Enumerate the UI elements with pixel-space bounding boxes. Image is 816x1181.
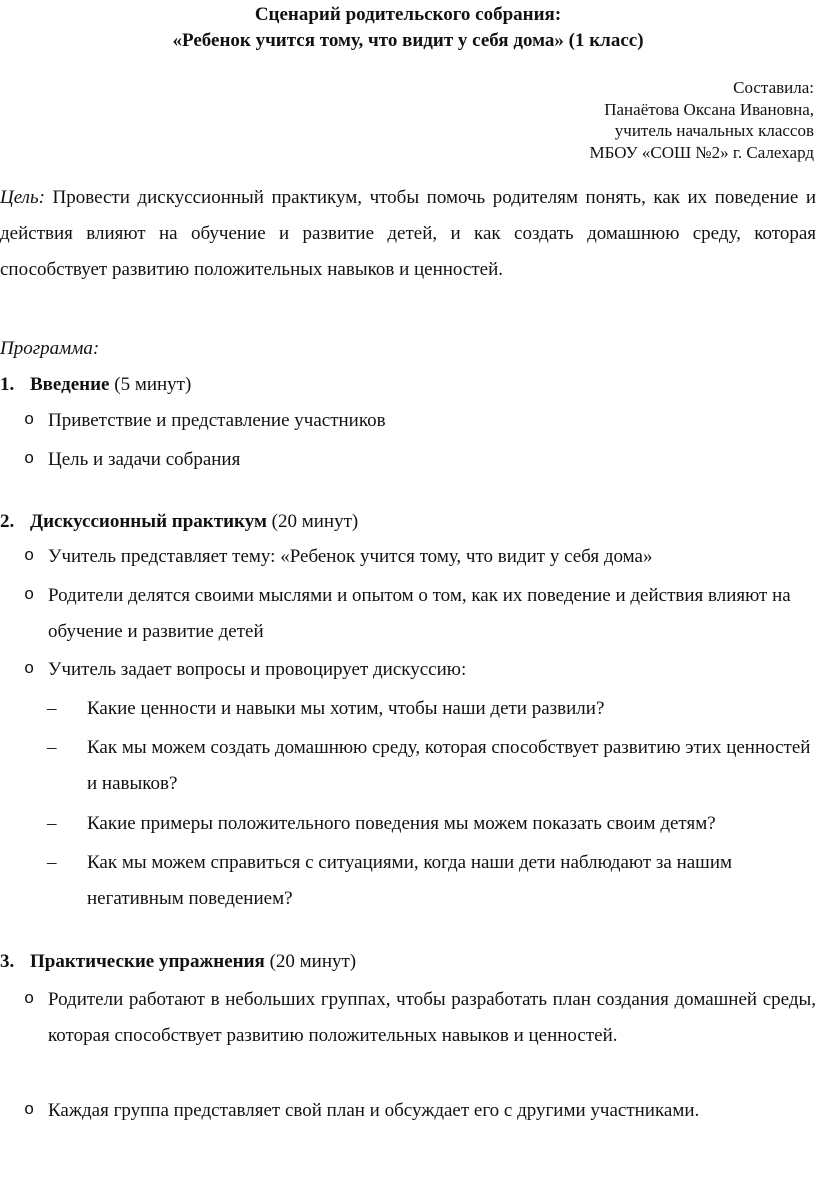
section-heading-exercises (0, 950, 816, 974)
dash-marker: – (47, 813, 57, 834)
question-text: Какие ценности и навыки мы хотим, чтобы наши дети развили? (87, 698, 605, 719)
section-number: 1. (0, 374, 15, 395)
dash-marker: – (47, 737, 57, 758)
bullet-marker: o (24, 450, 35, 469)
goal-label: Цель: (0, 187, 45, 208)
document-title-line-2: «Ребенок учится тому, что видит у себя дома» (1 класс) (172, 30, 644, 51)
bullet-marker: o (24, 411, 35, 430)
author-label: Составила: (733, 78, 814, 97)
document-title-line-1: Сценарий родительского собрания: (254, 4, 562, 25)
question-item (47, 730, 816, 802)
list-item-text: Родители делятся своими мыслями и опытом о том, как их поведение и действия влияют на обучение и развитие детей (48, 585, 791, 642)
list-item (24, 442, 816, 478)
author-school: МБОУ «СОШ №2» г. Салехард (589, 143, 814, 162)
list-item-text: Приветствие и представление участников (48, 410, 386, 431)
bullet-marker: o (24, 586, 35, 605)
question-text: Какие примеры положительного поведения мы можем показать своим детям? (87, 813, 716, 834)
dash-marker: – (47, 698, 57, 719)
question-text: Как мы можем справиться с ситуациями, когда наши дети наблюдают за нашим негативным поведением? (87, 852, 733, 909)
author-name: Панаётова Оксана Ивановна, (604, 100, 814, 119)
question-item (47, 806, 816, 842)
section-heading-discussion (0, 510, 816, 534)
section-duration: (20 минут) (269, 951, 357, 972)
program-label: Программа: (0, 338, 100, 359)
section-number: 3. (0, 951, 15, 972)
section-title: Дискуссионный практикум (30, 511, 267, 532)
list-item (24, 982, 816, 1054)
section-duration: (5 минут) (114, 374, 192, 395)
goal-text: Провести дискуссионный практикум, чтобы помочь родителям понять, как их поведение и действия влияют на обучение и развитие детей, и как создать домашнюю среду, которая способствует развитию положительных навыков и ценностей. (0, 187, 816, 280)
list-item-text: Родители работают в небольших группах, чтобы разработать план создания домашней среды, которая способствует развитию положительных навыков и ценностей. (48, 989, 816, 1046)
dash-marker: – (47, 852, 57, 873)
section-title: Введение (30, 374, 110, 395)
list-item (24, 652, 816, 688)
list-item (24, 578, 816, 650)
section-duration: (20 минут) (271, 511, 359, 532)
list-item-text: Каждая группа представляет свой план и обсуждает его с другими участниками. (48, 1100, 700, 1121)
list-item (24, 1093, 816, 1129)
author-position: учитель начальных классов (614, 121, 814, 140)
section-heading-intro (0, 373, 816, 397)
bullet-marker: o (24, 547, 35, 566)
list-item-text: Учитель представляет тему: «Ребенок учится тому, что видит у себя дома» (48, 546, 653, 567)
list-item (24, 539, 816, 575)
list-item-text: Учитель задает вопросы и провоцирует дискуссию: (48, 659, 467, 680)
bullet-marker: o (24, 1101, 35, 1120)
bullet-marker: o (24, 990, 35, 1009)
question-item (47, 845, 816, 917)
bullet-marker: o (24, 660, 35, 679)
list-item (24, 403, 816, 439)
section-title: Практические упражнения (30, 951, 265, 972)
goal-paragraph (0, 180, 816, 288)
section-number: 2. (0, 511, 15, 532)
question-text: Как мы можем создать домашнюю среду, которая способствует развитию этих ценностей и навыков? (87, 737, 811, 794)
question-item (47, 691, 816, 727)
list-item-text: Цель и задачи собрания (48, 449, 241, 470)
